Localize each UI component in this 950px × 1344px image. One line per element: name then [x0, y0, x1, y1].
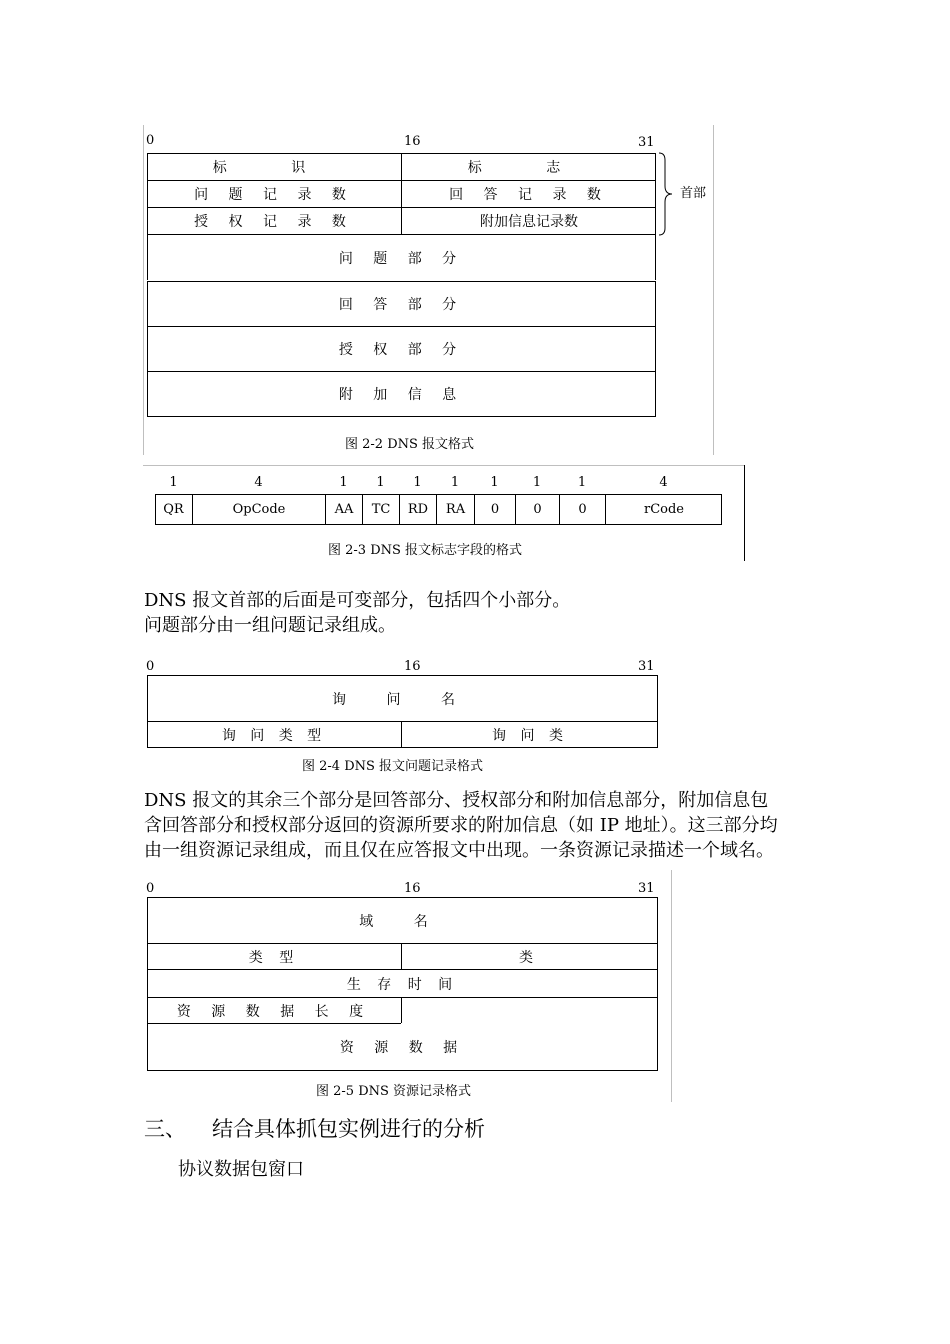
flag-bit-width: 1: [339, 475, 348, 490]
flag-field: RA: [436, 494, 474, 525]
ttl-field: 生 存 时 间: [346, 976, 459, 993]
flag-bit-width: 1: [169, 475, 178, 490]
additional-section: 附 加 信 息: [338, 387, 465, 403]
flag-bit-width: 1: [577, 475, 587, 490]
flag-bit-width: 1: [532, 475, 542, 490]
bit-31: 31: [638, 659, 655, 674]
flag-field: TC: [362, 494, 399, 525]
resource-data-field: 资 源 数 据: [339, 1040, 466, 1056]
flag-field: OpCode: [192, 494, 325, 525]
type-field: 类 型: [248, 949, 300, 966]
id-field: 标 识: [212, 160, 336, 176]
query-class-field: 询 问 类: [492, 727, 568, 744]
flag-field: AA: [325, 494, 362, 525]
authority-section: 授 权 部 分: [338, 342, 465, 358]
bit-0: 0: [146, 133, 155, 148]
section-heading: [144, 1117, 485, 1141]
bit-16: 16: [404, 134, 421, 149]
flag-field: rCode: [605, 494, 722, 525]
bit-31: 31: [638, 881, 655, 896]
figure-caption: 图 2-3 DNS 报文标志字段的格式: [328, 543, 523, 558]
query-type-field: 询 问 类 型: [221, 727, 327, 744]
flag-bit-width: 1: [413, 475, 422, 490]
figure-caption: 图 2-5 DNS 资源记录格式: [316, 1084, 472, 1099]
bit-16: 16: [404, 659, 421, 674]
bit-31: 31: [638, 135, 655, 150]
flag-bit-width: 4: [254, 475, 263, 490]
bit-0: 0: [146, 659, 155, 674]
flag-field: 0: [559, 494, 605, 525]
flags-field: 标 志: [467, 160, 591, 176]
flag-bit-width: 1: [376, 475, 385, 490]
flag-bit-width: 1: [490, 475, 499, 490]
flag-field: 0: [515, 494, 559, 525]
bit-0: 0: [146, 881, 155, 896]
paragraph-variable-part: DNS 报文首部的后面是可变部分，包括四个小部分。: [144, 590, 571, 611]
domain-name-field: 域 名: [359, 913, 446, 930]
figure-caption: 图 2-2 DNS 报文格式: [345, 437, 475, 452]
section-number: 三、: [144, 1117, 186, 1141]
subheading: 协议数据包窗口: [178, 1159, 304, 1180]
data-length-field: 资 源 数 据 长 度: [176, 1003, 372, 1020]
additional-count-field: 附加信息记录数: [480, 214, 578, 230]
flag-bit-width: 1: [450, 475, 460, 490]
flag-field: 0: [474, 494, 515, 525]
header-label: 首部: [680, 186, 707, 201]
query-name-field: 询 问 名: [332, 691, 473, 708]
class-field: 类: [519, 949, 541, 966]
answer-count-field: 回 答 记 录 数: [449, 187, 609, 203]
figure-caption: 图 2-4 DNS 报文问题记录格式: [302, 759, 484, 774]
flag-field: QR: [163, 502, 184, 517]
authority-count-field: 授 权 记 录 数: [194, 214, 354, 230]
flag-bit-width: 4: [659, 475, 668, 490]
answer-section: 回 答 部 分: [338, 297, 465, 313]
bit-16: 16: [404, 881, 421, 896]
header-brace: [657, 152, 679, 236]
paragraph-question-part: 问题部分由一组问题记录组成。: [144, 615, 396, 636]
section-title: 结合具体抓包实例进行的分析: [212, 1117, 485, 1141]
question-count-field: 问 题 记 录 数: [194, 187, 354, 203]
flag-field: RD: [399, 494, 436, 525]
question-section: 问 题 部 分: [338, 251, 465, 267]
